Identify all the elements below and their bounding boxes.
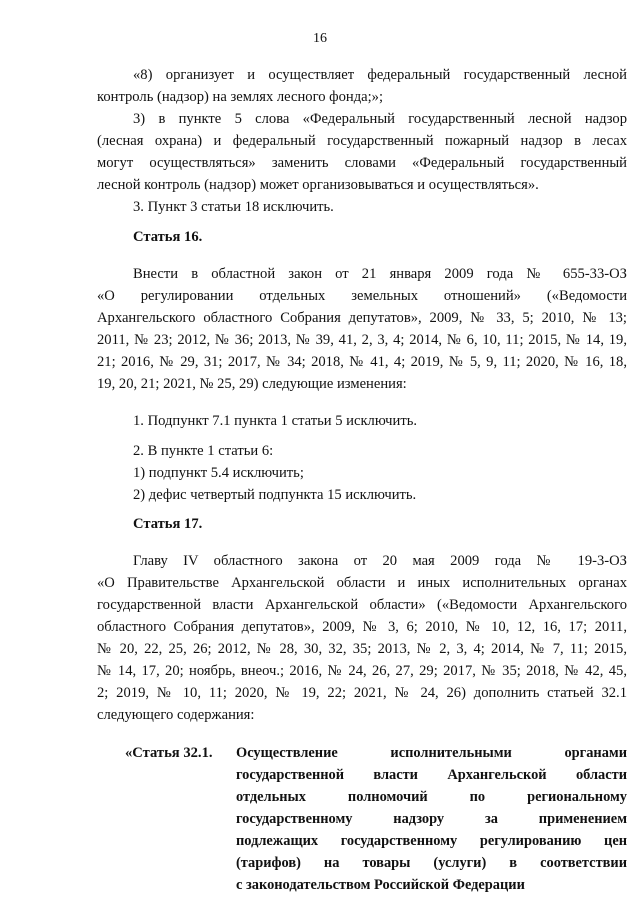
article-16-intro-line-4: 2011, № 23; 2012, № 36; 2013, № 39, 41, 2, 3, 4; 2014, № 6, 10, 11; 2015, № 14, 19,	[97, 332, 627, 348]
article-16-item-2-sub-2: 2) дефис четвертый подпункта 15 исключить.	[133, 487, 417, 503]
article-17-intro-line-2: «О Правительстве Архангельской области и иных исполнительных органах	[97, 575, 627, 591]
amendment-3-line-1: 3) в пункте 5 слова «Федеральный государственный лесной надзор	[133, 111, 627, 127]
article-17-intro-line-4: областного Собрания депутатов», 2009, № 3, 6; 2010, № 10, 12, 16, 17; 2011,	[97, 619, 627, 635]
article-17-title: Статья 17.	[133, 516, 203, 532]
article-17-intro-line-6: № 14, 17, 20; ноябрь, внеоч.; 2016, № 24, 26, 27, 29; 2017, № 35; 2018, № 42, 45,	[97, 663, 627, 679]
article-16-intro-line-2: «О регулировании отдельных земельных отношений» («Ведомости	[97, 288, 627, 304]
article-16-title: Статья 16.	[133, 229, 203, 245]
article-16-intro-line-1: Внести в областной закон от 21 января 2009 года № 655-33-ОЗ	[133, 266, 627, 282]
article-16-intro-line-6: 19, 20, 21; 2021, № 25, 29) следующие изменения:	[97, 376, 407, 392]
article-32-1-heading-line-3: отдельных полномочий по региональному	[236, 789, 627, 805]
amendment-3-line-2: (лесная охрана) и федеральный государственный пожарный надзор в лесах	[97, 133, 627, 149]
article-17-intro-line-7: 2; 2019, № 10, 11; 2020, № 19, 22; 2021, № 24, 26) дополнить статьей 32.1	[97, 685, 627, 701]
article-17-intro-line-8: следующего содержания:	[97, 707, 255, 723]
page-number: 16	[313, 31, 327, 46]
article-32-1-heading-line-6: (тарифов) на товары (услуги) в соответствии	[236, 855, 627, 871]
article-17-intro-line-3: государственной власти Архангельской области» («Ведомости Архангельского	[97, 597, 627, 613]
article-32-1-heading-line-5: подлежащих государственному регулированию цен	[236, 833, 627, 849]
amendment-3-line-4: лесной контроль (надзор) может организовываться и осуществляться».	[97, 177, 539, 193]
article-17-intro-line-1: Главу IV областного закона от 20 мая 2009 года № 19-3-ОЗ	[133, 553, 627, 569]
item-3: 3. Пункт 3 статьи 18 исключить.	[133, 199, 334, 215]
article-32-1-heading-line-4: государственному надзору за применением	[236, 811, 627, 827]
amendment-8-line-2: контроль (надзор) на землях лесного фонда;»;	[97, 89, 384, 105]
article-17-intro-line-5: № 20, 22, 25, 26; 2012, № 28, 30, 32, 35; 2013, № 2, 3, 4; 2014, № 7, 11; 2015,	[97, 641, 627, 657]
article-16-intro-line-3: Архангельского областного Собрания депутатов», 2009, № 33, 5; 2010, № 13;	[97, 310, 627, 326]
article-32-1-heading-line-7: с законодательством Российской Федерации	[236, 877, 525, 893]
article-32-1-label: «Статья 32.1.	[125, 745, 213, 761]
article-32-1-heading-line-1: Осуществление исполнительными органами	[236, 745, 627, 761]
article-16-item-2-sub-1: 1) подпункт 5.4 исключить;	[133, 465, 304, 481]
article-16-item-1: 1. Подпункт 7.1 пункта 1 статьи 5 исключить.	[133, 413, 418, 429]
amendment-3-line-3: могут осуществляться» заменить словами «Федеральный государственный	[97, 155, 627, 171]
article-16-item-2: 2. В пункте 1 статьи 6:	[133, 443, 274, 459]
article-32-1-heading-line-2: государственной власти Архангельской области	[236, 767, 627, 783]
article-16-intro-line-5: 21; 2016, № 29, 31; 2017, № 34; 2018, № 41, 4; 2019, № 5, 9, 11; 2020, № 16, 18,	[97, 354, 627, 370]
amendment-8-line-1: «8) организует и осуществляет федеральный государственный лесной	[133, 67, 627, 83]
